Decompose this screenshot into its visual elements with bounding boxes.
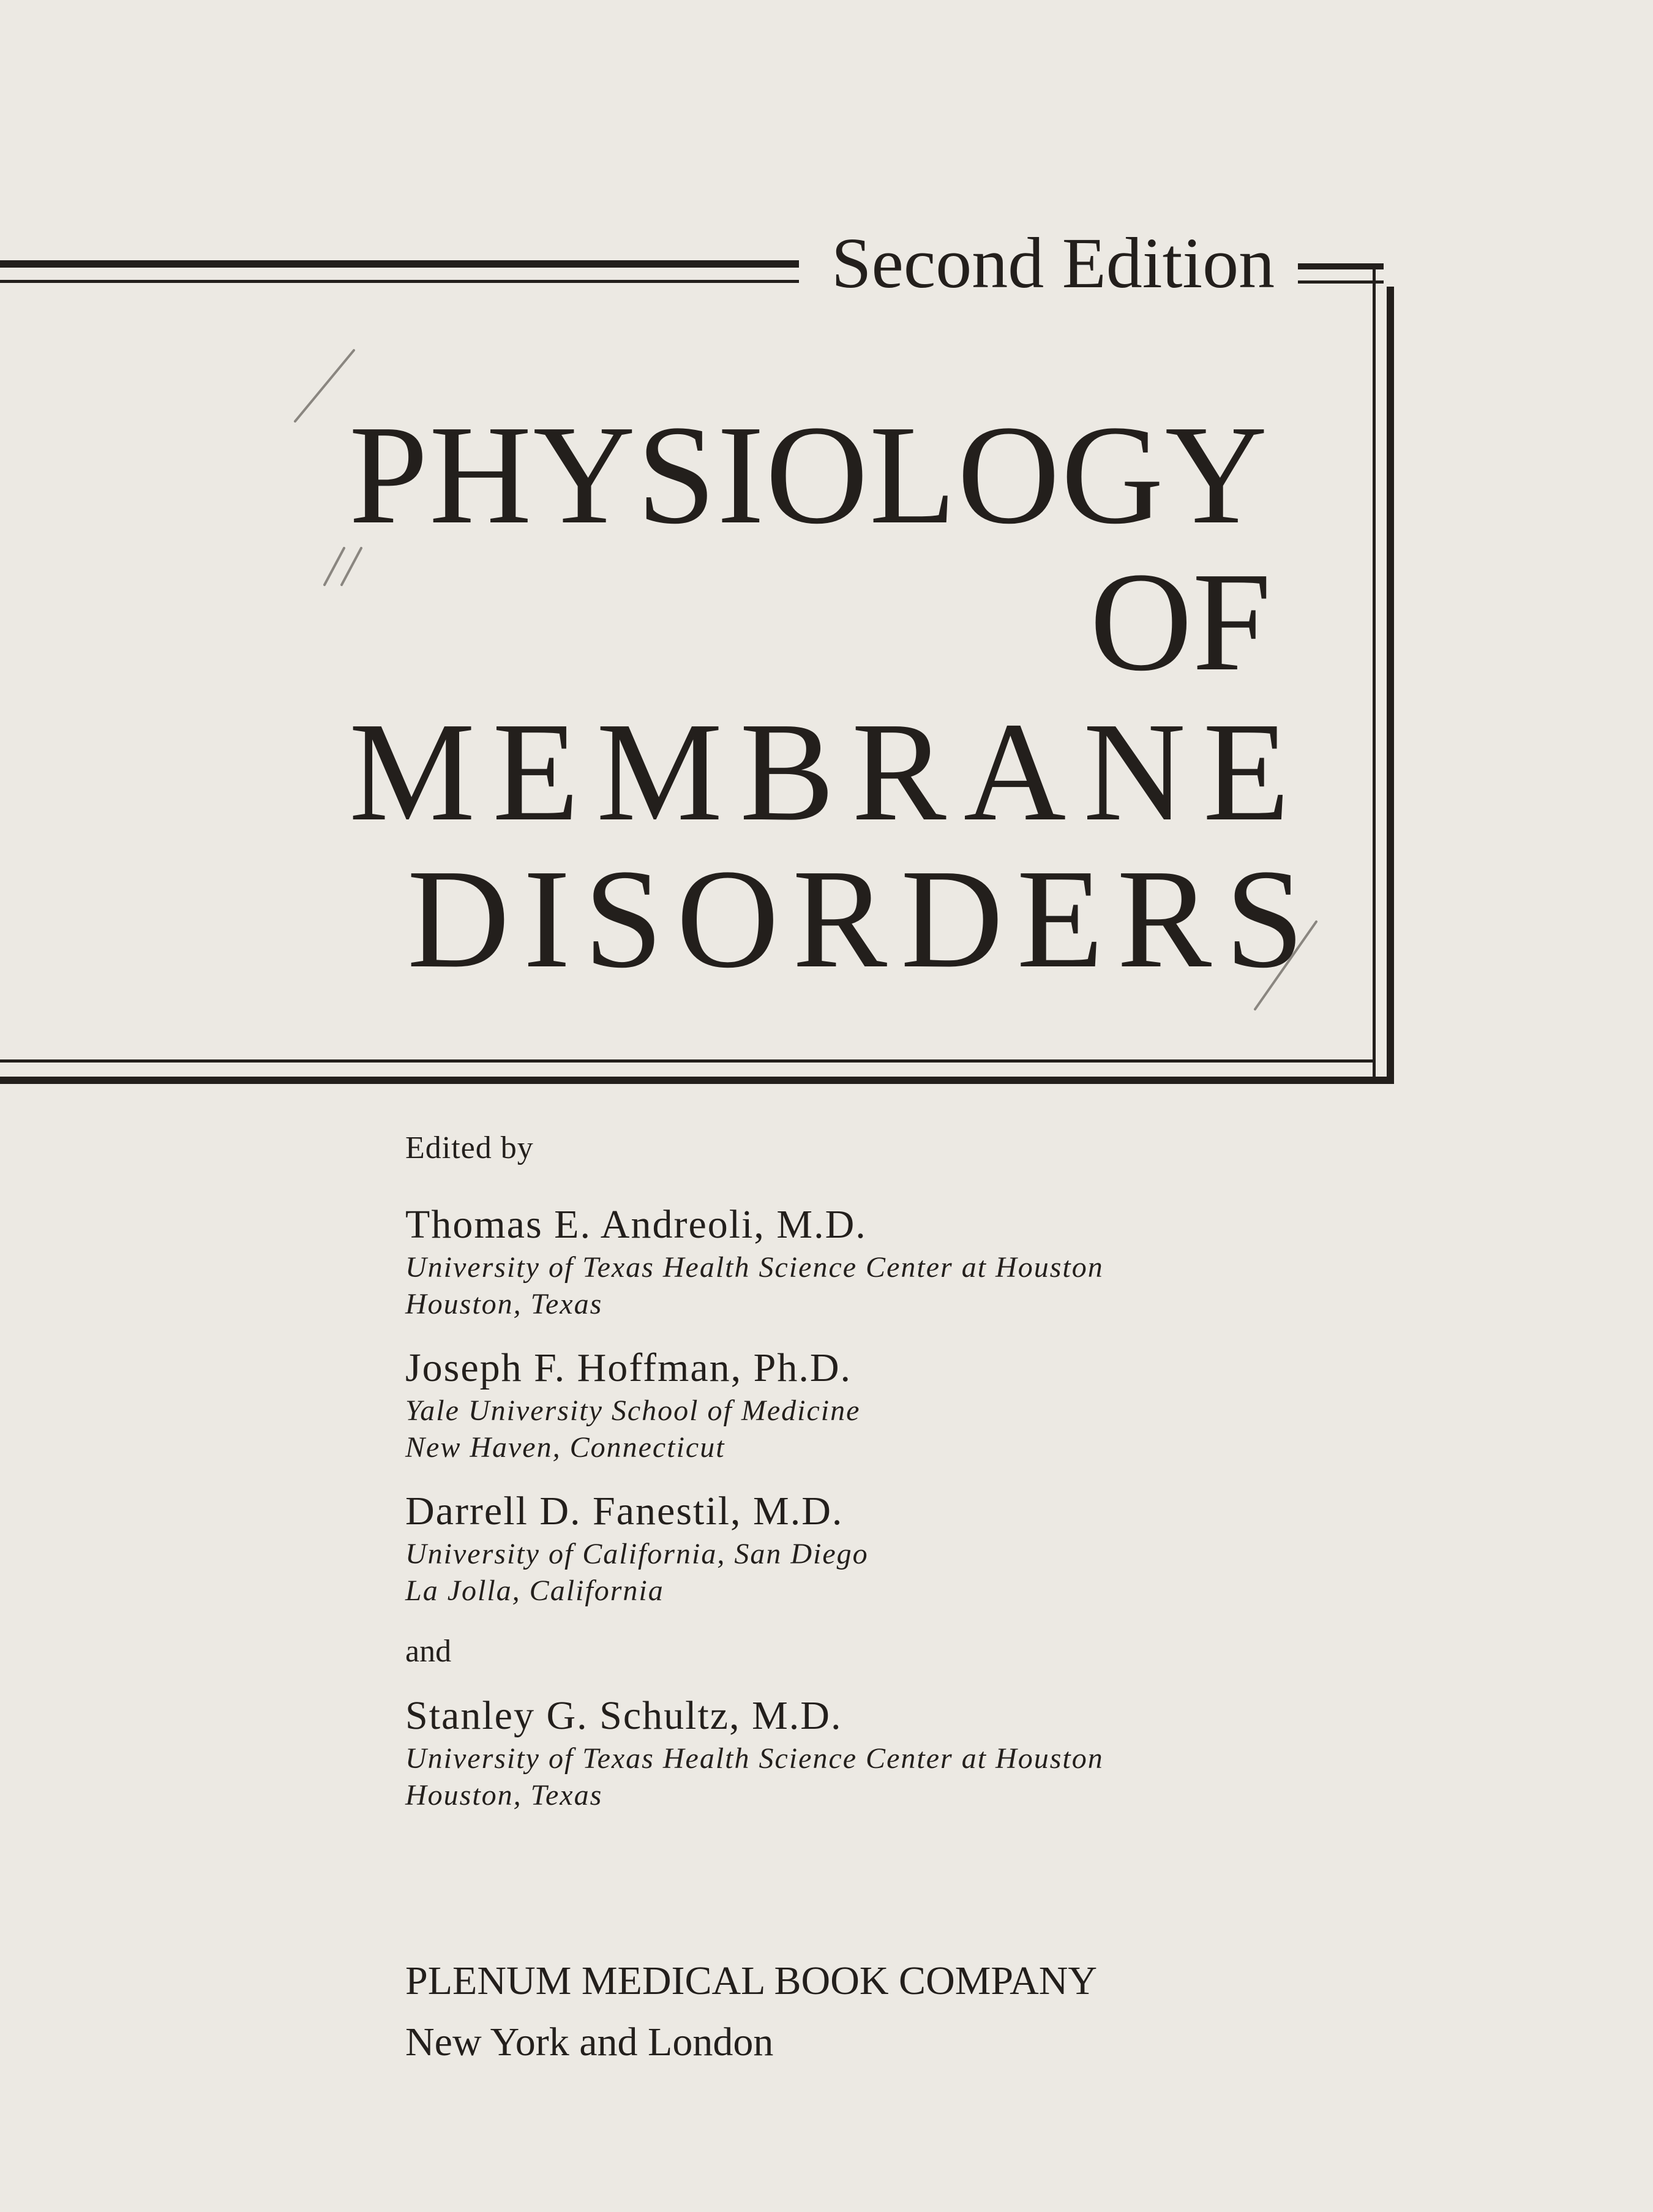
title-line-3: MEMBRANE <box>349 693 1307 851</box>
frame-top-rule-inner <box>0 280 799 283</box>
editors-section <box>405 1127 1446 1835</box>
frame-top-rule-right-inner <box>1298 280 1384 284</box>
editor-name: Thomas E. Andreoli, M.D. <box>405 1202 867 1247</box>
editor-name: Stanley G. Schultz, M.D. <box>405 1693 842 1738</box>
editor-name: Joseph F. Hoffman, Ph.D. <box>405 1345 852 1390</box>
editor-location: Houston, Texas <box>405 1288 603 1320</box>
editor-entry <box>405 1200 1446 1323</box>
publisher-name: PLENUM MEDICAL BOOK COMPANY <box>405 1958 1098 2003</box>
title-line-1: PHYSIOLOGY <box>349 396 1269 554</box>
editor-name: Darrell D. Fanestil, M.D. <box>405 1489 844 1533</box>
frame-bottom-rule-outer <box>0 1077 1394 1084</box>
editor-affiliation: University of California, San Diego <box>405 1538 869 1570</box>
editor-affiliation: University of Texas Health Science Center at Houston <box>405 1742 1104 1775</box>
editor-entry <box>405 1344 1446 1466</box>
frame-right-rule-outer <box>1387 287 1394 1083</box>
edition-label: Second Edition <box>831 223 1275 303</box>
editor-location: La Jolla, California <box>405 1574 664 1607</box>
pencil-double-slash-mark-b <box>342 548 361 585</box>
title-line-2: OF <box>1090 543 1272 701</box>
frame-top-rule-outer <box>0 260 799 268</box>
frame-right-rule-inner <box>1373 263 1376 1077</box>
conjunction-and: and <box>405 1634 452 1669</box>
editor-entry <box>405 1487 1446 1609</box>
publisher-block <box>405 1951 1507 2073</box>
editor-entry <box>405 1691 1446 1814</box>
editor-affiliation: University of Texas Health Science Center at Houston <box>405 1251 1104 1284</box>
frame-bottom-rule-inner <box>0 1059 1376 1063</box>
title-line-4: DISORDERS <box>407 840 1318 998</box>
editor-location: Houston, Texas <box>405 1779 603 1811</box>
pencil-slash-mark <box>295 350 354 421</box>
frame-top-rule-right-outer <box>1298 263 1384 269</box>
editor-location: New Haven, Connecticut <box>405 1431 725 1464</box>
edited-by-label: Edited by <box>405 1130 534 1165</box>
pencil-double-slash-mark-a <box>324 548 344 585</box>
editor-affiliation: Yale University School of Medicine <box>405 1394 861 1427</box>
publisher-place: New York and London <box>405 2020 774 2064</box>
